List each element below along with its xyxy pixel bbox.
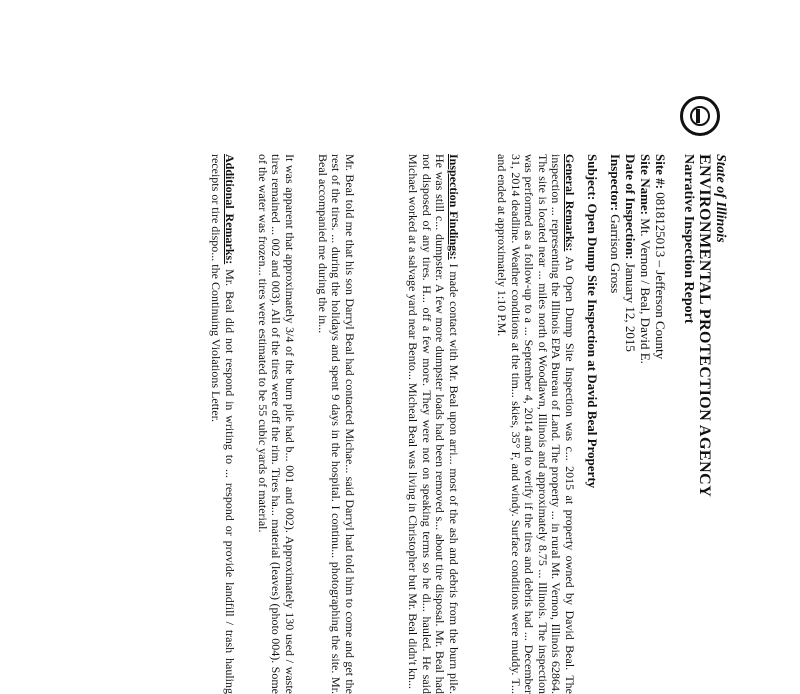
general-remarks-text: An Open Dump Site Inspection was c... 2015 at property owned by David Beal. The inspection ... representing the Illinois EPA Bureau of Land. The property ... in rural Mt. Vernon, Illinois 62864. The site is located near ... miles north of Woodlawn, Illinois and approximately 8.75 ... Illinois. The inspection was performed as a follow-up to a ... September 4, 2014 and to verify if the tires and debris had ... December 31, 2014 deadline. Weather conditions at the tim... skies, 35° F, and windy. Surface conditions were muddy. T... and ended at approximately 1:10 P.M. xyxy=(495,154,577,694)
additional-remarks-heading: Additional Remarks: xyxy=(223,154,237,265)
inspection-date: January 12, 2015 xyxy=(623,262,638,352)
state-name: State of Illinois xyxy=(713,154,728,243)
general-remarks-paragraph xyxy=(495,154,576,694)
site-name: Mt. Vernon / Beal, David E. xyxy=(638,218,653,364)
general-remarks-heading: General Remarks: xyxy=(563,154,577,252)
inspection-findings-text: I made contact with Mr. Beal upon arri... most of the ash and debris from the burn pile. He was still c... dumpster. A few more dumpster loads had been removed s... about tire disposal. Mr. Beal had not disposed of any tires. H... off a few more. They were not on speaking terms so he di... hauled. He said Michael worked at a salvage yard near Bento... Micheal Beal was living in Christopher but Mr. Beal didn't kn... xyxy=(406,154,461,694)
report-title: Narrative Inspection Report xyxy=(681,154,696,324)
site-info-block xyxy=(608,154,668,364)
site-name-line: Site Name: Mt. Vernon / Beal, David E. xyxy=(638,154,653,364)
inspection-findings-heading: Inspection Findings: xyxy=(447,154,461,260)
findings-paragraph-2: Mr. Beal told me that his son Darryl Beal had contacted Michae... said Darryl had told him to come and get the rest of the tires. ... during the holidays and spent 9 days in the hospital. I continu... photographing the site. Mr. Beal accompanied me during the in... xyxy=(316,154,357,694)
findings-paragraph-3: It was apparent that approximately 3/4 of the burn pile had b... 001 and 002). Approximately 130 used / waste tires remained ... 002 and 003). All of the tires were off the rim. Tires ha... material (leaves) (photo 004). Some of the water was frozen... tires were estimated to be 55 cubic yards of material. xyxy=(256,154,297,694)
inspection-date-line: Date of Inspection: January 12, 2015 xyxy=(623,154,638,352)
site-number-line: Site #: 0818125013 – Jefferson County xyxy=(653,154,668,360)
site-number: 0818125013 – Jefferson County xyxy=(653,192,668,360)
inspector-line: Inspector: Garrison Gross xyxy=(608,154,623,294)
report-header xyxy=(680,154,728,497)
inspection-findings-paragraph xyxy=(406,154,460,694)
agency-name: ENVIRONMENTAL PROTECTION AGENCY xyxy=(696,154,713,498)
illinois-epa-seal-logo xyxy=(680,96,720,136)
additional-remarks-paragraph xyxy=(209,154,236,694)
inspector-name: Garrison Gross xyxy=(608,214,623,294)
additional-remarks-text: Mr. Beal did not respond in writing to ... respond or provide landfill / trash hauling receipts or tire dispo... the Continuing Violations Letter. xyxy=(209,154,237,694)
rotated-document-page xyxy=(128,92,728,694)
subject-line: Subject: Open Dump Site Inspection at David Beal Property xyxy=(585,154,600,489)
